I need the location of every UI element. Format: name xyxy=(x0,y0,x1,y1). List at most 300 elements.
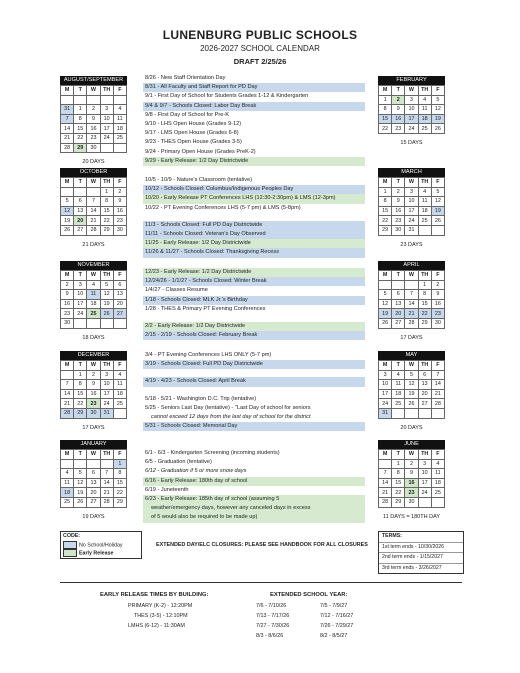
day-cell: 25 xyxy=(418,124,431,134)
weekday-header: TH xyxy=(418,361,431,371)
weekday-header: W xyxy=(87,361,100,371)
event-item: 6/1 - 6/3 - Kindergarten Screening (incoming students) xyxy=(145,450,280,456)
day-cell: 22 xyxy=(100,216,113,226)
day-cell: 16 xyxy=(392,206,405,216)
day-cell: 5 xyxy=(431,95,444,105)
weekday-header: F xyxy=(431,178,444,188)
day-cell: 26 xyxy=(431,216,444,226)
day-cell: 1 xyxy=(100,187,113,197)
day-cell: 14 xyxy=(405,299,418,309)
day-count: 18 DAYS xyxy=(82,334,105,341)
day-cell: 11 xyxy=(61,478,74,488)
day-cell: 1 xyxy=(418,280,431,290)
day-cell: 13 xyxy=(392,299,405,309)
day-cell: 24 xyxy=(405,216,418,226)
day-cell xyxy=(61,95,74,105)
event-item: 12/23 - Early Release: 1/2 Day Districtwide xyxy=(143,268,365,277)
month-header: AUGUST/SEPTEMBER xyxy=(60,76,127,85)
calendar-may xyxy=(378,351,445,431)
event-item: 2/2 - Early Release: 1/2 Day Districtwide xyxy=(143,322,365,331)
week-row xyxy=(379,124,445,134)
day-cell: 11 xyxy=(418,105,431,115)
day-cell: 29 xyxy=(379,225,392,235)
event-item: 8/26 - New Staff Orientation Day xyxy=(145,75,226,81)
draft-label: DRAFT 2/25/26 xyxy=(233,57,287,66)
day-cell: 15 xyxy=(379,114,392,124)
event-item: 6/19 - Juneteenth xyxy=(145,486,189,493)
extended-year-item: 8/3 - 8/6/26 xyxy=(256,633,284,639)
day-cell: 25 xyxy=(431,488,444,498)
day-cell xyxy=(431,497,444,507)
event-item: 1/28 - THES & Primary PT Evening Conferences xyxy=(145,305,266,312)
day-cell: 12 xyxy=(100,290,113,300)
day-count: 15 DAYS xyxy=(400,139,423,146)
event-item: 5/18 - 5/21 - Washington D.C. Trip (tentative) xyxy=(145,395,257,402)
event-item: 9/24 - Primary Open House (Grades PreK-2) xyxy=(145,148,256,155)
day-cell: 12 xyxy=(379,299,392,309)
event-item: 4/19 - 4/23 - Schools Closed: April Break xyxy=(143,377,365,386)
month-header: MAY xyxy=(378,351,445,360)
day-cell: 8 xyxy=(379,197,392,207)
event-item: 9/8 - First Day of School for Pre-K xyxy=(145,111,229,118)
day-cell: 4 xyxy=(113,370,126,380)
day-cell: 12 xyxy=(74,478,87,488)
weekday-header: TH xyxy=(418,450,431,460)
calendar-november xyxy=(60,261,127,341)
day-cell: 19 xyxy=(431,114,444,124)
day-cell xyxy=(74,95,87,105)
day-cell: 18 xyxy=(418,114,431,124)
weekday-header: M xyxy=(379,450,392,460)
day-cell: 16 xyxy=(87,124,100,134)
day-cell: 21 xyxy=(100,488,113,498)
day-cell: 5 xyxy=(100,280,113,290)
day-cell: 16 xyxy=(392,114,405,124)
day-cell: 18 xyxy=(113,389,126,399)
day-cell: 3 xyxy=(100,105,113,115)
day-cell: 10 xyxy=(405,197,418,207)
extended-year-item: 7/12 - 7/16/27 xyxy=(320,613,354,619)
weekday-header: T xyxy=(392,450,405,460)
day-cell: 30 xyxy=(113,225,126,235)
day-count: 20 DAYS xyxy=(82,159,105,166)
day-cell: 29 xyxy=(74,143,87,153)
day-cell: 25 xyxy=(61,497,74,507)
extended-day-note: EXTENDED DAY/ELC CLOSURES: PLEASE SEE HANDBOOK FOR ALL CLOSURES xyxy=(156,542,368,548)
day-cell xyxy=(418,497,431,507)
day-cell: 4 xyxy=(392,370,405,380)
weekday-header: TH xyxy=(100,361,113,371)
day-cell: 31 xyxy=(405,225,418,235)
day-cell xyxy=(100,459,113,469)
day-cell: 27 xyxy=(418,399,431,409)
day-cell: 29 xyxy=(113,497,126,507)
week-row xyxy=(379,290,445,300)
day-cell: 10 xyxy=(405,105,418,115)
day-cell xyxy=(392,408,405,418)
week-row xyxy=(61,299,127,309)
weekday-header: M xyxy=(379,178,392,188)
day-cell: 17 xyxy=(418,478,431,488)
day-cell: 17 xyxy=(74,299,87,309)
day-cell: 29 xyxy=(74,408,87,418)
day-cell: 9 xyxy=(87,380,100,390)
event-item: 9/10 - LHS Open House (Grades 9-12) xyxy=(145,120,242,127)
day-cell: 12 xyxy=(431,105,444,115)
weekday-header: W xyxy=(405,450,418,460)
day-cell: 19 xyxy=(379,309,392,319)
day-cell xyxy=(74,187,87,197)
day-cell: 23 xyxy=(87,133,100,143)
day-cell: 22 xyxy=(379,216,392,226)
day-cell: 4 xyxy=(113,105,126,115)
legend-early-release: Early Release xyxy=(61,549,141,558)
day-cell xyxy=(100,143,113,153)
weekday-header: T xyxy=(392,271,405,281)
weekday-header: T xyxy=(74,361,87,371)
terms-box xyxy=(378,531,464,574)
day-cell: 8 xyxy=(100,197,113,207)
day-cell: 22 xyxy=(379,124,392,134)
extended-year-title: EXTENDED SCHOOL YEAR: xyxy=(270,592,348,598)
events-oct-nov xyxy=(143,176,365,258)
day-cell: 25 xyxy=(87,309,100,319)
event-item: 9/4 & 9/7 - Schools Closed: Labor Day Break xyxy=(143,102,365,111)
weekday-header: F xyxy=(113,271,126,281)
day-cell: 4 xyxy=(87,280,100,290)
event-item: 5/25 - Seniors Last Day (tentative) - "Last Day of school for seniors xyxy=(145,404,311,411)
day-cell: 20 xyxy=(113,299,126,309)
weekday-header: T xyxy=(392,178,405,188)
day-cell: 17 xyxy=(379,389,392,399)
day-cell: 23 xyxy=(61,309,74,319)
week-row xyxy=(379,299,445,309)
event-item: 10/20 - Early Release PT Conferences LHS (12:30-2:30pm) & LMS (12-3pm) xyxy=(143,194,365,203)
day-cell xyxy=(431,408,444,418)
day-cell: 7 xyxy=(431,370,444,380)
day-cell: 13 xyxy=(418,380,431,390)
day-cell: 1 xyxy=(379,95,392,105)
day-cell: 16 xyxy=(87,389,100,399)
event-item: of 5 would also be required to be made up) xyxy=(143,513,365,522)
day-cell: 4 xyxy=(61,469,74,479)
event-item: 6/5 - Graduation (tentative) xyxy=(145,459,212,466)
day-cell xyxy=(87,318,100,328)
day-cell: 1 xyxy=(74,105,87,115)
day-cell: 10 xyxy=(74,290,87,300)
day-cell xyxy=(61,370,74,380)
day-cell: 2 xyxy=(87,370,100,380)
day-cell: 12 xyxy=(61,206,74,216)
week-row xyxy=(379,469,445,479)
calendar-october xyxy=(60,168,127,248)
weekday-header: M xyxy=(379,271,392,281)
early-release-item: LMHS (6-12) - 11:30AM xyxy=(128,623,185,629)
day-cell: 8 xyxy=(418,290,431,300)
day-cell: 23 xyxy=(431,309,444,319)
week-row xyxy=(379,488,445,498)
weekday-header: F xyxy=(113,450,126,460)
event-item: cannot exceed 12 days from the last day of school for the district xyxy=(151,413,311,420)
week-row xyxy=(61,380,127,390)
day-cell: 14 xyxy=(61,124,74,134)
week-row xyxy=(61,370,127,380)
week-row xyxy=(379,389,445,399)
weekday-header: M xyxy=(61,178,74,188)
day-cell: 9 xyxy=(392,105,405,115)
day-cell: 11 xyxy=(87,290,100,300)
day-cell: 3 xyxy=(405,187,418,197)
calendar-june xyxy=(378,440,445,520)
event-item: weather/emergency days, however any canceled days in excess xyxy=(143,504,365,513)
week-row xyxy=(61,318,127,328)
day-cell: 17 xyxy=(100,389,113,399)
day-cell: 28 xyxy=(61,143,74,153)
day-cell: 26 xyxy=(379,318,392,328)
day-cell: 17 xyxy=(405,206,418,216)
week-row xyxy=(61,290,127,300)
day-cell: 22 xyxy=(392,488,405,498)
event-item: 9/17 - LMS Open House (Grades 6-8) xyxy=(145,130,239,137)
weekday-header: TH xyxy=(418,86,431,96)
day-cell: 30 xyxy=(87,143,100,153)
day-cell: 19 xyxy=(431,206,444,216)
day-cell: 22 xyxy=(74,133,87,143)
week-row xyxy=(379,370,445,380)
week-row xyxy=(379,216,445,226)
blue-swatch-icon xyxy=(63,541,77,549)
day-cell: 5 xyxy=(74,469,87,479)
day-cell: 27 xyxy=(113,309,126,319)
day-cell: 11 xyxy=(431,469,444,479)
weekday-header: F xyxy=(431,86,444,96)
day-cell: 8 xyxy=(74,380,87,390)
day-cell: 17 xyxy=(405,114,418,124)
day-cell: 7 xyxy=(87,197,100,207)
event-item: 5/31 - Schools Closed: Memorial Day xyxy=(143,422,365,431)
event-item: 11/25 - Early Release: 1/2 Day Districtwide xyxy=(143,239,365,248)
day-cell: 18 xyxy=(61,488,74,498)
day-cell: 24 xyxy=(100,399,113,409)
day-cell: 9 xyxy=(87,114,100,124)
day-cell xyxy=(87,187,100,197)
early-release-item: PRIMARY (K-2) - 12:20PM xyxy=(128,603,193,609)
day-cell: 12 xyxy=(405,380,418,390)
events-june xyxy=(143,449,365,523)
day-count: 20 DAYS xyxy=(400,424,423,431)
month-header: JANUARY xyxy=(60,440,127,449)
day-cell xyxy=(61,187,74,197)
event-item: 3/19 - Schools Closed: Full PD Day Districtwide xyxy=(143,360,365,369)
day-cell: 30 xyxy=(87,408,100,418)
day-cell: 22 xyxy=(418,309,431,319)
day-cell: 21 xyxy=(61,133,74,143)
month-header: FEBRUARY xyxy=(378,76,445,85)
day-cell xyxy=(405,408,418,418)
day-cell: 31 xyxy=(61,105,74,115)
day-cell: 1 xyxy=(392,459,405,469)
day-cell: 13 xyxy=(87,478,100,488)
event-item: 1/18 - Schools Closed: MLK Jr.'s Birthday xyxy=(143,296,365,305)
day-cell xyxy=(113,143,126,153)
day-cell xyxy=(87,95,100,105)
day-cell: 2 xyxy=(431,280,444,290)
weekday-header: M xyxy=(61,86,74,96)
day-cell: 23 xyxy=(392,216,405,226)
week-row xyxy=(379,459,445,469)
day-cell xyxy=(74,318,87,328)
day-cell xyxy=(100,95,113,105)
legend-title: CODE: xyxy=(63,533,81,539)
week-row xyxy=(61,408,127,418)
term-item: 1st term ends - 10/30/2026 xyxy=(379,542,463,553)
day-cell: 24 xyxy=(405,124,418,134)
day-cell xyxy=(379,459,392,469)
day-cell: 3 xyxy=(100,370,113,380)
day-cell xyxy=(87,459,100,469)
day-cell: 21 xyxy=(405,309,418,319)
day-cell xyxy=(418,408,431,418)
day-cell: 3 xyxy=(418,459,431,469)
day-cell: 3 xyxy=(405,95,418,105)
event-item: 10/5 - 10/9 - Nature's Classroom (tentative) xyxy=(145,177,253,183)
day-cell: 18 xyxy=(418,206,431,216)
weekday-header: F xyxy=(113,361,126,371)
day-cell: 26 xyxy=(431,124,444,134)
event-item: 8/31 - All Faculty and Staff Report for PD Day xyxy=(143,83,365,92)
event-item: 6/23 - Early Release: 185th day of school (assuming 5 xyxy=(143,495,365,504)
day-cell: 14 xyxy=(431,380,444,390)
event-item: 6/12 - Graduation if 5 or more snow days xyxy=(145,468,247,475)
day-cell: 14 xyxy=(61,389,74,399)
day-cell: 28 xyxy=(87,225,100,235)
event-item: 6/16 - Early Release: 180th day of school xyxy=(143,477,365,486)
weekday-header: TH xyxy=(100,271,113,281)
week-row xyxy=(379,318,445,328)
week-row xyxy=(379,105,445,115)
week-row xyxy=(379,280,445,290)
day-cell xyxy=(405,280,418,290)
week-row xyxy=(61,206,127,216)
week-row xyxy=(379,197,445,207)
day-cell: 3 xyxy=(379,370,392,380)
day-cell: 21 xyxy=(61,399,74,409)
day-cell: 7 xyxy=(61,114,74,124)
event-item: 1/4/27 - Classes Resume xyxy=(145,287,208,294)
day-cell: 2 xyxy=(113,187,126,197)
early-release-title: EARLY RELEASE TIMES BY BUILDING: xyxy=(100,592,209,598)
day-cell: 8 xyxy=(113,469,126,479)
day-cell xyxy=(113,95,126,105)
month-header: OCTOBER xyxy=(60,168,127,177)
extended-year-item: 7/13 - 7/17/26 xyxy=(256,613,290,619)
day-cell: 9 xyxy=(392,197,405,207)
day-cell: 25 xyxy=(418,216,431,226)
day-cell: 27 xyxy=(87,497,100,507)
day-cell: 10 xyxy=(100,380,113,390)
day-cell: 14 xyxy=(87,206,100,216)
week-row xyxy=(61,309,127,319)
weekday-header: T xyxy=(74,86,87,96)
day-cell: 11 xyxy=(113,114,126,124)
weekday-header: M xyxy=(61,271,74,281)
day-cell: 24 xyxy=(74,309,87,319)
day-cell: 15 xyxy=(100,206,113,216)
day-cell: 30 xyxy=(405,497,418,507)
day-cell xyxy=(113,408,126,418)
weekday-header: F xyxy=(431,271,444,281)
day-cell: 18 xyxy=(113,124,126,134)
day-cell xyxy=(100,318,113,328)
weekday-header: W xyxy=(405,86,418,96)
day-cell xyxy=(418,225,431,235)
weekday-header: T xyxy=(74,450,87,460)
day-cell: 28 xyxy=(61,408,74,418)
day-count: 17 DAYS xyxy=(400,334,423,341)
events-dec-feb xyxy=(143,268,365,340)
day-cell: 15 xyxy=(113,478,126,488)
day-cell: 26 xyxy=(74,497,87,507)
day-cell: 15 xyxy=(74,124,87,134)
day-cell: 19 xyxy=(405,389,418,399)
day-cell: 27 xyxy=(392,318,405,328)
divider xyxy=(60,582,462,583)
day-cell: 26 xyxy=(61,225,74,235)
day-cell: 30 xyxy=(392,225,405,235)
day-cell: 21 xyxy=(87,216,100,226)
legend-code xyxy=(60,531,142,559)
day-cell: 9 xyxy=(113,197,126,207)
day-cell: 13 xyxy=(113,290,126,300)
day-cell: 8 xyxy=(379,105,392,115)
weekday-header: W xyxy=(405,271,418,281)
weekday-header: W xyxy=(87,271,100,281)
day-cell: 10 xyxy=(100,114,113,124)
term-item: 2nd term ends - 1/15/2027 xyxy=(379,552,463,563)
day-cell: 9 xyxy=(61,290,74,300)
day-cell: 1 xyxy=(379,187,392,197)
day-cell: 17 xyxy=(100,124,113,134)
day-cell: 30 xyxy=(61,318,74,328)
day-cell: 6 xyxy=(392,290,405,300)
day-cell: 16 xyxy=(113,206,126,216)
day-cell: 12 xyxy=(431,197,444,207)
day-cell: 26 xyxy=(405,399,418,409)
weekday-header: W xyxy=(87,178,100,188)
weekday-header: T xyxy=(74,178,87,188)
event-item: 10/22 - PT Evening Conferences LHS (5-7 pm) & LMS (5-8pm) xyxy=(145,204,301,211)
day-cell: 15 xyxy=(418,299,431,309)
week-row xyxy=(61,143,127,153)
week-row xyxy=(61,389,127,399)
day-cell: 5 xyxy=(431,187,444,197)
week-row xyxy=(379,478,445,488)
day-cell: 5 xyxy=(379,290,392,300)
month-header: JUNE xyxy=(378,440,445,449)
week-row xyxy=(61,497,127,507)
calendar-subtitle: 2026-2027 SCHOOL CALENDAR xyxy=(200,44,320,53)
day-cell: 1 xyxy=(113,459,126,469)
term-item: 3rd term ends - 3/26/2027 xyxy=(379,563,463,574)
weekday-header: W xyxy=(87,450,100,460)
day-cell: 2 xyxy=(87,105,100,115)
day-cell: 21 xyxy=(431,389,444,399)
day-cell: 19 xyxy=(100,299,113,309)
month-header: APRIL xyxy=(378,261,445,270)
month-header: MARCH xyxy=(378,168,445,177)
day-cell: 28 xyxy=(379,497,392,507)
calendar-april xyxy=(378,261,445,341)
